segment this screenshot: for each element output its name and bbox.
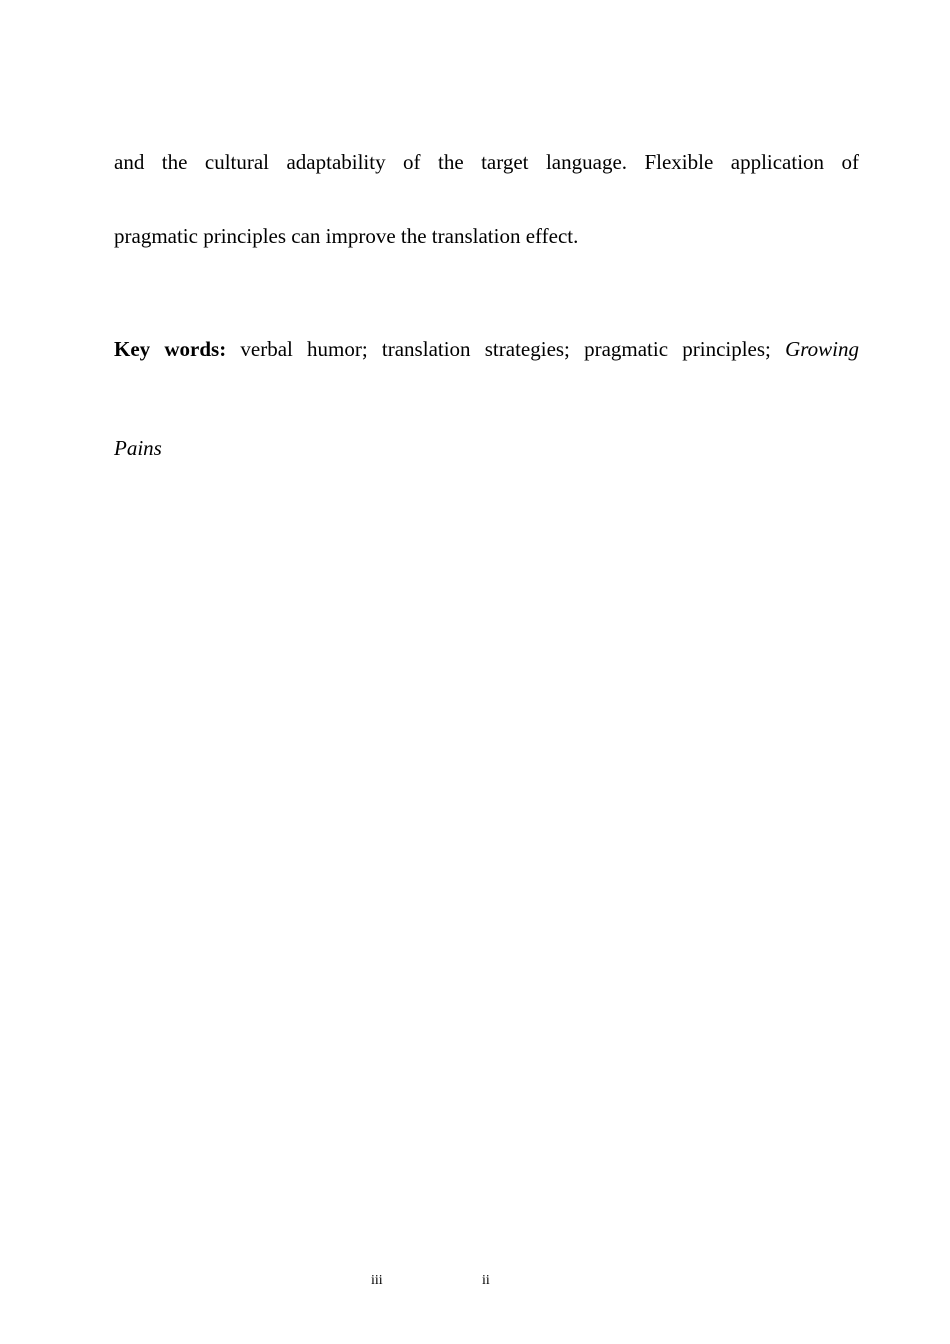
page-number-roman-a: iii xyxy=(371,1273,383,1288)
keywords-label: Key words: xyxy=(114,337,227,361)
abstract-text-line-2: pragmatic principles can improve the translation effect. xyxy=(114,224,579,248)
keywords-title-part-1: Growing xyxy=(785,337,859,361)
keywords-title-part-2: Pains xyxy=(114,436,162,460)
page-number-roman-b: ii xyxy=(482,1273,490,1288)
keywords-line xyxy=(114,336,859,362)
keywords-items: verbal humor; translation strategies; pragmatic principles; xyxy=(240,337,771,361)
abstract-text-line-1: and the cultural adaptability of the target language. Flexible application of xyxy=(114,150,859,174)
